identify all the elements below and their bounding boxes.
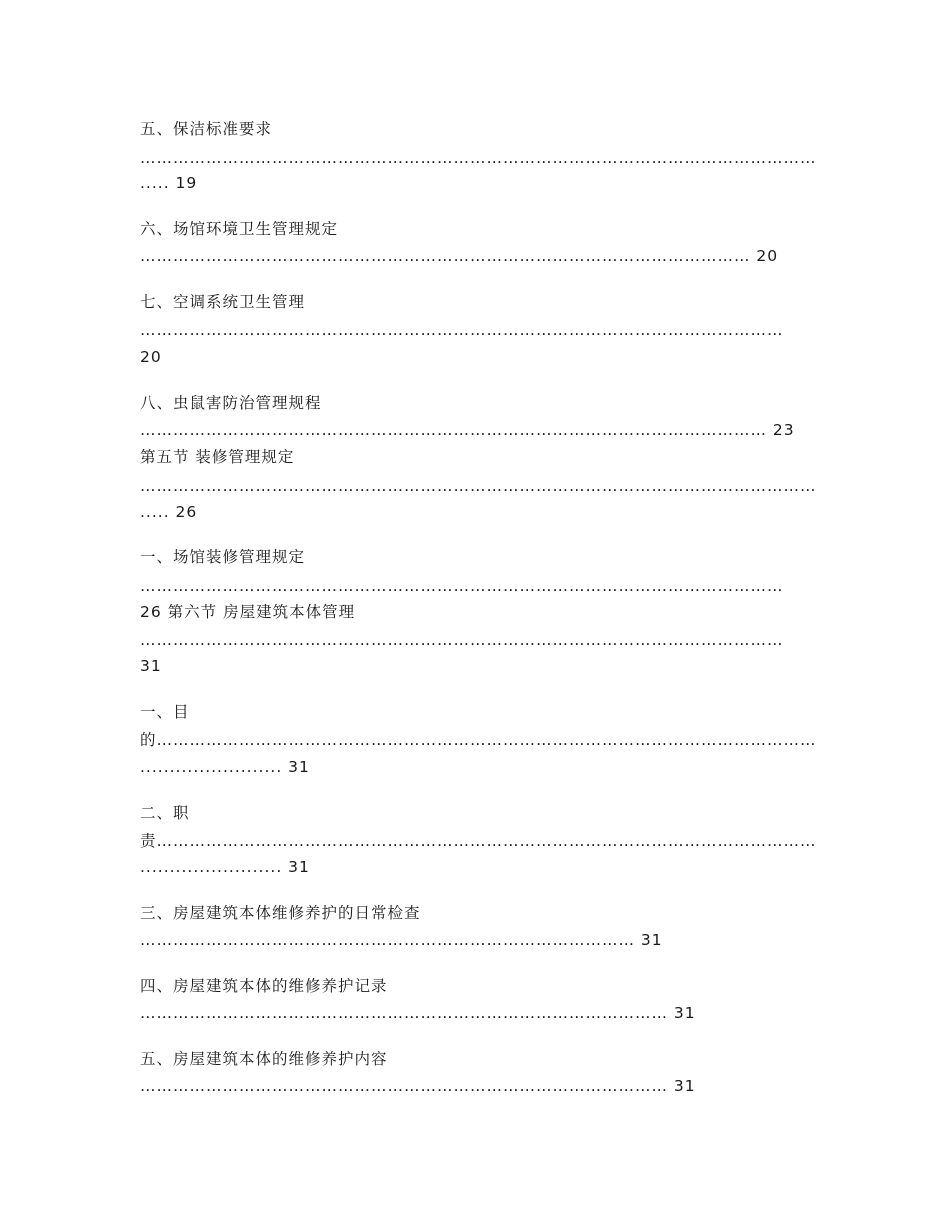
toc-entry-title[interactable]: 四、房屋建筑本体的维修养护记录 (140, 977, 388, 995)
toc-entry-title[interactable]: 八、虫鼠害防治管理规程 (140, 394, 322, 412)
toc-entry-leader-page: …………………………………………………………………………………………………… 23 (140, 421, 795, 439)
toc-entry-leader-page: ……………………………………………………………………………… 31 (140, 931, 663, 949)
toc-entry-page: ..... 19 (140, 174, 198, 192)
toc-entry-title[interactable]: 六、场馆环境卫生管理规定 (140, 220, 339, 238)
toc-entry-page: ..... 26 (140, 503, 198, 521)
toc-entry-leader: ……………………………………………………………………………………………………… (140, 577, 784, 595)
toc-entry-leader-page: …………………………………………………………………………………… 31 (140, 1004, 696, 1022)
toc-entry-title[interactable]: 五、房屋建筑本体的维修养护内容 (140, 1050, 388, 1068)
toc-entry-page: ........................ 31 (140, 758, 310, 776)
toc-entry-title[interactable]: 一、目 (140, 703, 190, 721)
toc-entry-leader: 的………………………………………………………………………………………………………… (140, 731, 817, 749)
toc-entry-leader: ……………………………………………………………………………………………………… (140, 321, 784, 339)
toc-entry-leader-page: …………………………………………………………………………………… 31 (140, 1077, 696, 1095)
toc-entry-leader: 责………………………………………………………………………………………………………… (140, 832, 817, 850)
toc-entry-page-and-section[interactable]: 26 第六节 房屋建筑本体管理 (140, 603, 356, 621)
toc-entry-title[interactable]: 一、场馆装修管理规定 (140, 548, 306, 566)
toc-entry-title[interactable]: 三、房屋建筑本体维修养护的日常检查 (140, 904, 421, 922)
toc-entry-leader: …………………………………………………………………………………………………………… (140, 477, 817, 495)
toc-entry-page: 20 (140, 348, 162, 366)
toc-entry-page: ........................ 31 (140, 858, 310, 876)
toc-entry-leader: ……………………………………………………………………………………………………… (140, 631, 784, 649)
toc-entry-title[interactable]: 五、保洁标准要求 (140, 120, 273, 138)
toc-entry-leader-page: ………………………………………………………………………………………………… 20 (140, 247, 779, 265)
toc-entry-title[interactable]: 七、空调系统卫生管理 (140, 293, 306, 311)
toc-section-title[interactable]: 第五节 装修管理规定 (140, 448, 295, 466)
toc-entry-title[interactable]: 二、职 (140, 804, 190, 822)
toc-entry-page: 31 (140, 657, 162, 675)
toc-entry-leader: …………………………………………………………………………………………………………… (140, 149, 817, 167)
